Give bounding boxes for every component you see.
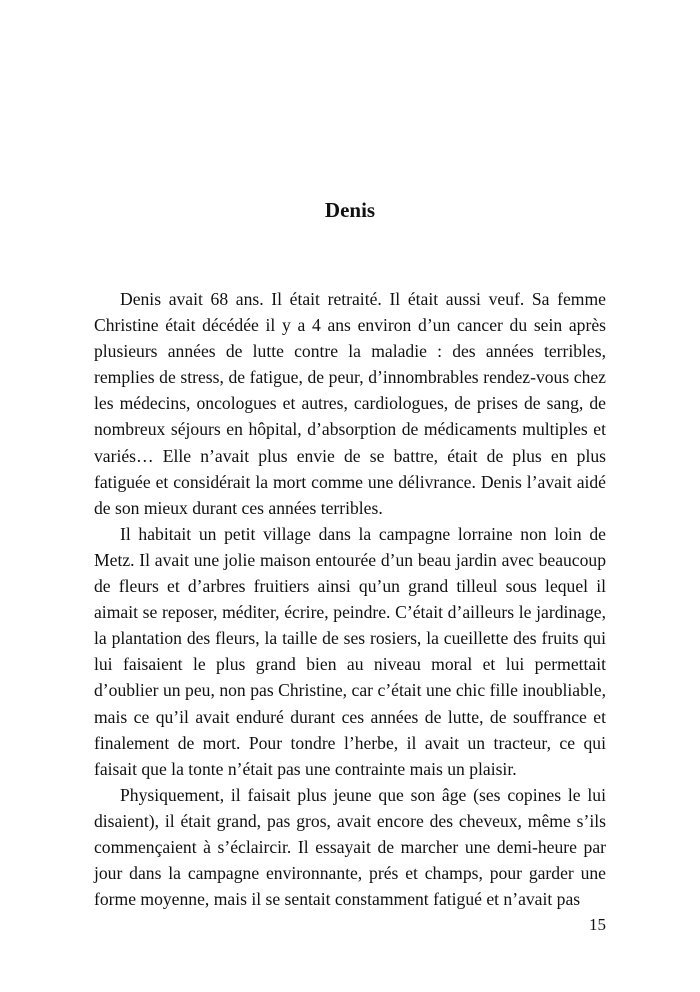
body-text bbox=[94, 286, 606, 912]
paragraph: Denis avait 68 ans. Il était retraité. Il était aussi veuf. Sa femme Christine était décédée il y a 4 ans environ d’un cancer du sein après plusieurs années de lutte contre la maladie : des années terribles, remplies de stress, de fatigue, de peur, d’innombrables rendez-vous chez les médecins, oncologues et autres, cardiologues, de prises de sang, de nombreux séjours en hôpital, d’absorption de médicaments multiples et variés… Elle n’avait plus envie de se battre, était de plus en plus fatiguée et considérait la mort comme une délivrance. Denis l’avait aidé de son mieux durant ces années terribles. bbox=[94, 289, 606, 518]
chapter-title: Denis bbox=[324, 198, 376, 222]
paragraph: Physiquement, il faisait plus jeune que son âge (ses copines le lui disaient), il était grand, pas gros, avait encore des cheveux, même s’ils commençaient à s’éclaircir. Il essayait de marcher une demi-heure par jour dans la campagne environnante, prés et champs, pour garder une forme moyenne, mais il se sentait constamment fatigué et n’avait pas bbox=[94, 784, 606, 910]
paragraph: Il habitait un petit village dans la campagne lorraine non loin de Metz. Il avait une jolie maison entourée d’un beau jardin avec beaucoup de fleurs et d’arbres fruitiers ainsi qu’un grand tilleul sous lequel il aimait se reposer, méditer, écrire, peindre. C’était d’ailleurs le jardinage, la plantation des fleurs, la taille de ses rosiers, la cueillette des fruits qui lui faisaient le plus grand bien au niveau moral et lui permettait d’oublier un peu, non pas Christine, car c’était une chic fille inoubliable, mais ce qu’il avait enduré durant ces années de lutte, de souffrance et finalement de mort. Pour tondre l’herbe, il avait un tracteur, ce qui faisait que la tonte n’était pas une contrainte mais un plaisir. bbox=[94, 523, 606, 779]
page-number: 15 bbox=[589, 915, 606, 934]
